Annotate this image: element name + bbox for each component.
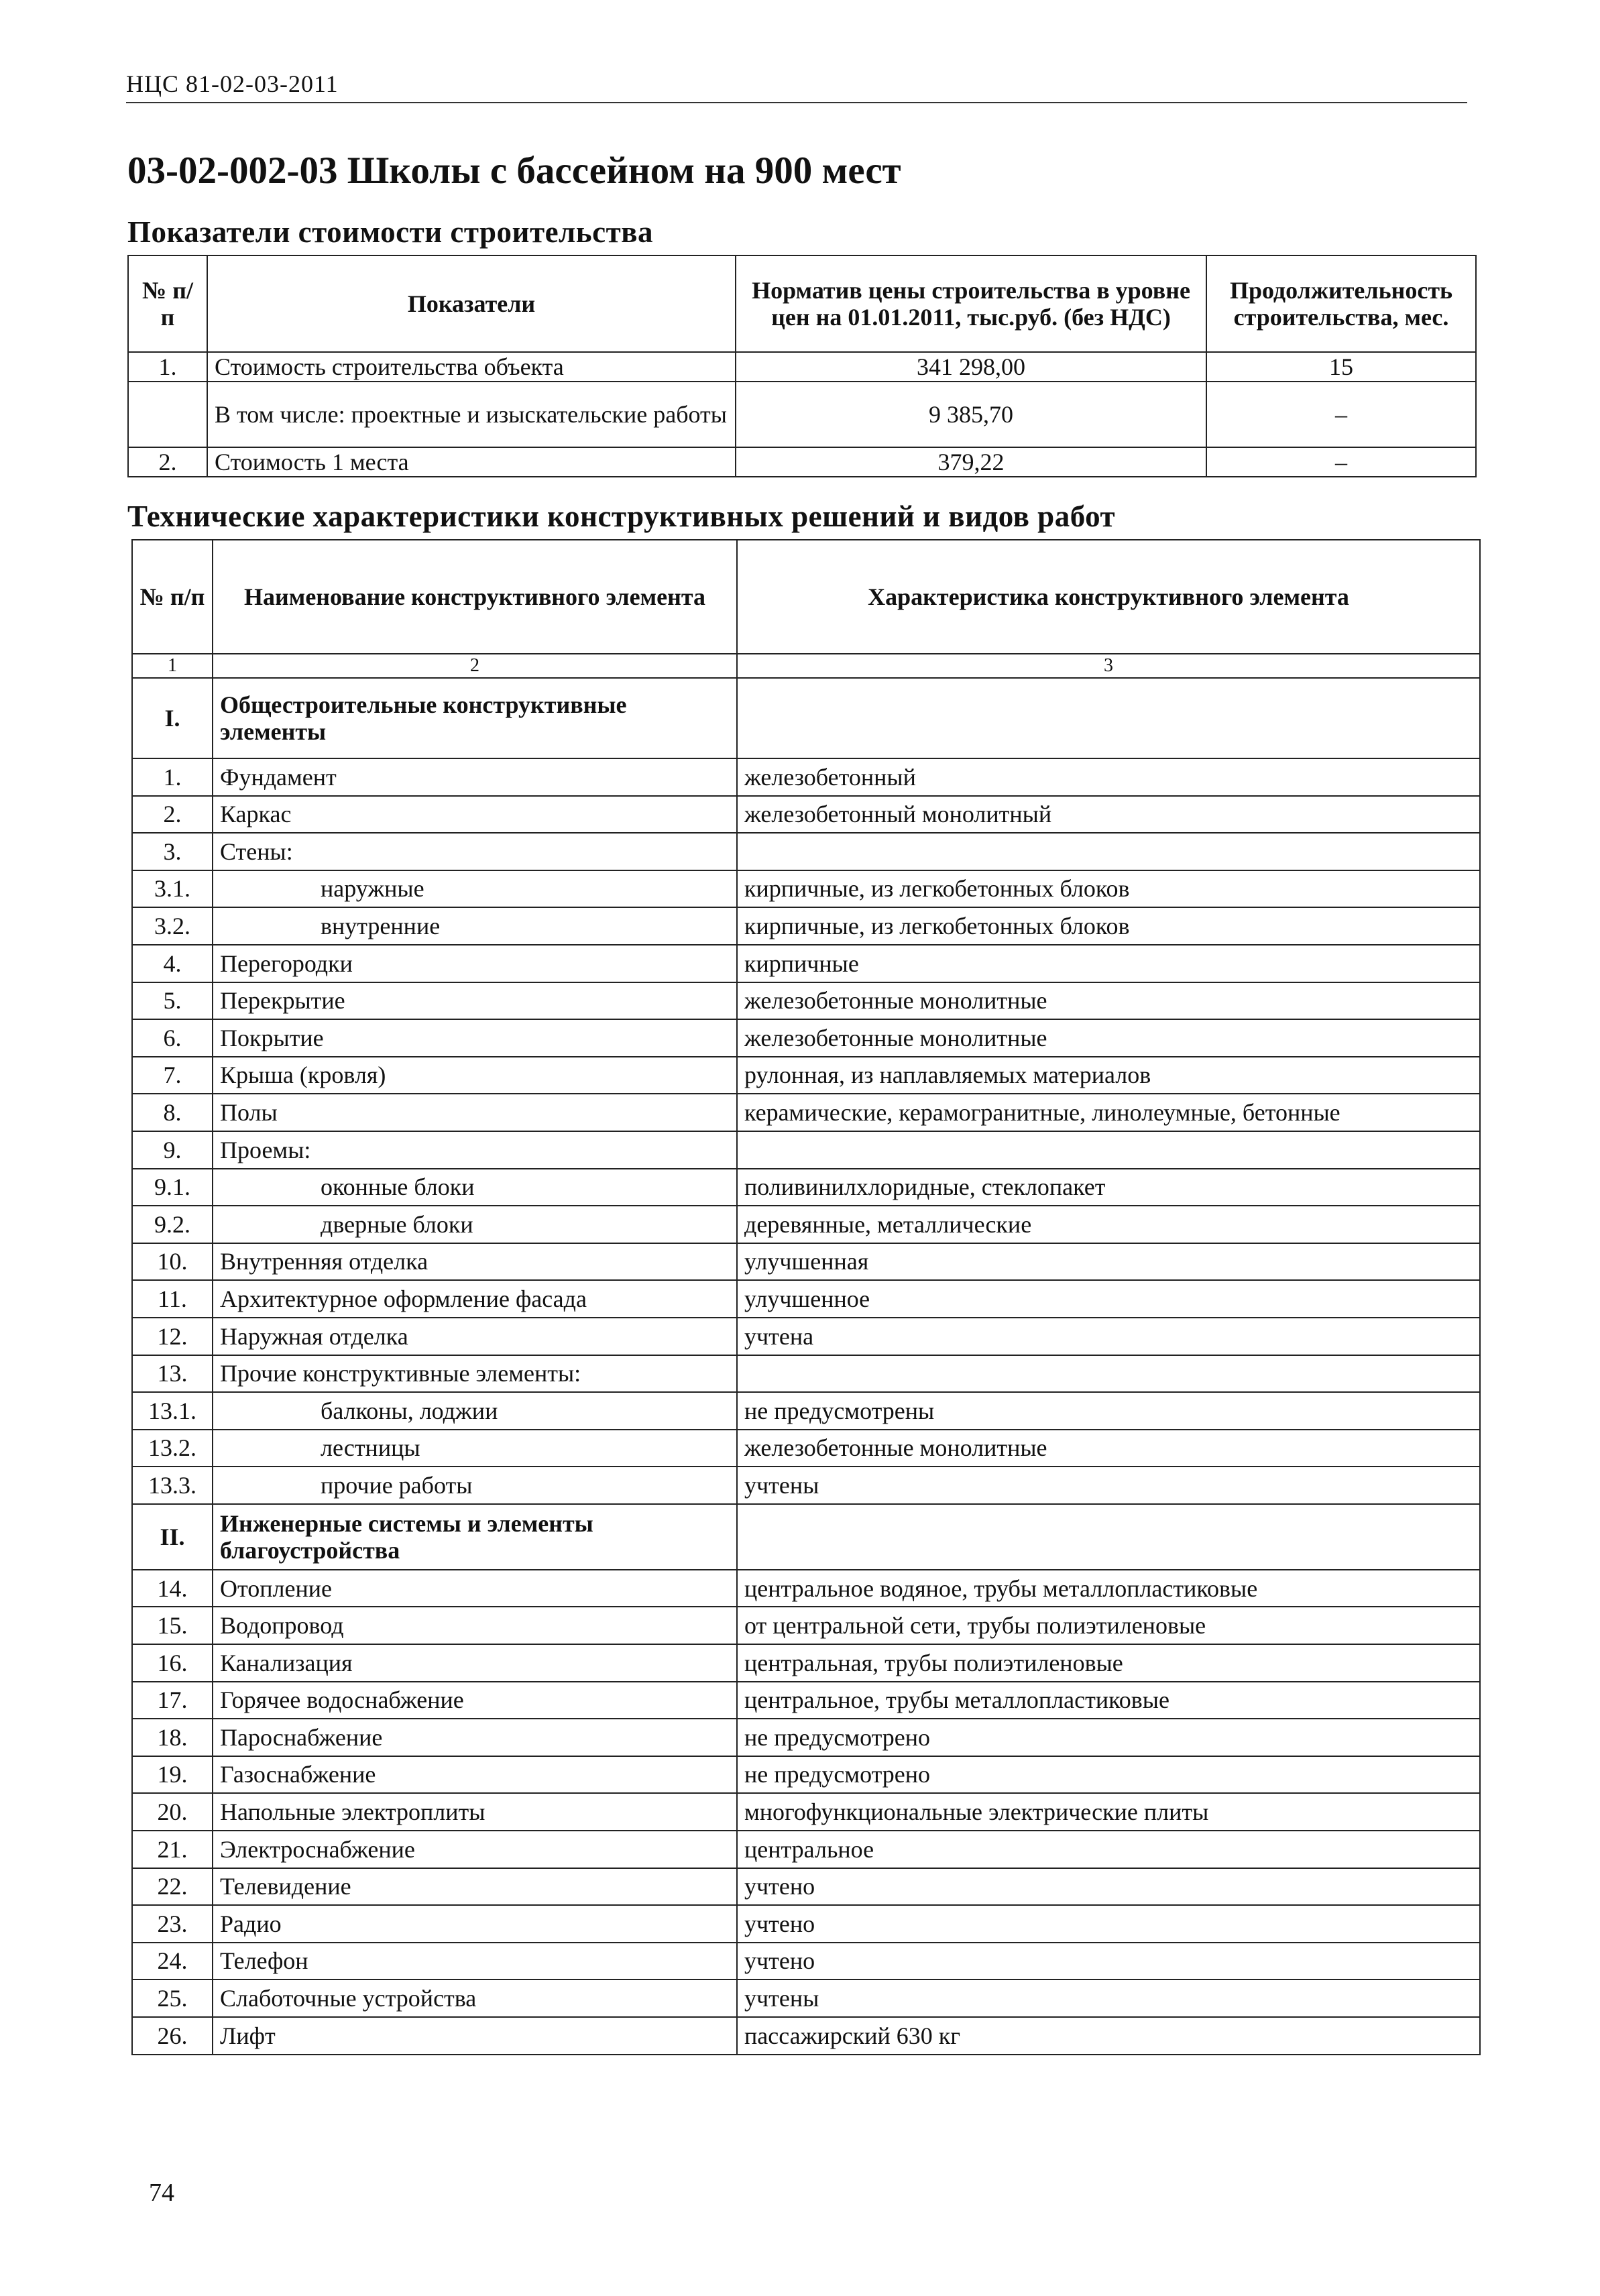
row-element-characteristic: железобетонные монолитные [737,982,1480,1020]
table-row [132,1943,1480,1980]
row-number: 14. [132,1570,213,1607]
row-element-characteristic: центральное, трубы металлопластиковые [737,1682,1480,1719]
row-number: 5. [132,982,213,1020]
table-row [132,1979,1480,2017]
row-element-name: Телефон [213,1943,737,1980]
section-header-row [132,678,1480,758]
column-header-price-norm: Норматив цены строительства в уровне цен на 01.01.2011, тыс.руб. (без НДС) [736,255,1206,352]
row-number: 6. [132,1019,213,1057]
row-indicator: Стоимость строительства объекта [207,352,736,382]
row-element-characteristic: улучшенное [737,1280,1480,1318]
row-number: 13.2. [132,1430,213,1467]
row-element-name: Газоснабжение [213,1756,737,1794]
row-number: 13.3. [132,1467,213,1504]
row-number: 10. [132,1243,213,1281]
row-element-name: Фундамент [213,758,737,796]
row-duration: – [1206,447,1476,477]
table-row [132,1905,1480,1943]
table-row [132,1131,1480,1169]
row-element-characteristic: рулонная, из наплавляемых материалов [737,1057,1480,1094]
row-element-characteristic: не предусмотрено [737,1756,1480,1794]
table-row [132,870,1480,908]
table-row [128,352,1476,382]
row-number: 20. [132,1793,213,1831]
row-number: 2. [132,796,213,834]
row-number: 9.1. [132,1169,213,1206]
row-number: 3.2. [132,907,213,945]
table-row [132,982,1480,1020]
row-number: 24. [132,1943,213,1980]
section-header-row [132,1504,1480,1570]
table-row [132,1644,1480,1682]
row-element-name: оконные блоки [213,1169,737,1206]
row-element-characteristic: не предусмотрены [737,1392,1480,1430]
row-element-name: Каркас [213,796,737,834]
row-indicator: Стоимость 1 места [207,447,736,477]
table-row [132,1019,1480,1057]
row-element-name: Канализация [213,1644,737,1682]
table-row [132,1793,1480,1831]
row-number: 16. [132,1644,213,1682]
table-row [132,1756,1480,1794]
row-element-name: Слаботочные устройства [213,1979,737,2017]
row-element-name: дверные блоки [213,1206,737,1243]
table-row [132,1243,1480,1281]
row-element-characteristic: центральное водяное, трубы металлопластиковые [737,1570,1480,1607]
row-number: 2. [128,447,207,477]
row-element-name: Внутренняя отделка [213,1243,737,1281]
row-number: 19. [132,1756,213,1794]
row-element-name: Наружная отделка [213,1318,737,1355]
row-element-characteristic: кирпичные [737,945,1480,982]
row-number: 12. [132,1318,213,1355]
table-row [132,1430,1480,1467]
page-number: 74 [149,2179,174,2207]
table-row [132,1169,1480,1206]
row-price: 341 298,00 [736,352,1206,382]
row-element-name: Отопление [213,1570,737,1607]
row-element-characteristic [737,1504,1480,1570]
table-row [128,382,1476,447]
tech-table-header-row [132,540,1480,654]
column-number: 2 [213,654,737,678]
row-element-characteristic: железобетонный монолитный [737,796,1480,834]
row-number: II. [132,1504,213,1570]
table-row [132,1682,1480,1719]
row-element-characteristic: центральное [737,1831,1480,1868]
row-element-characteristic: учтена [737,1318,1480,1355]
row-element-characteristic: кирпичные, из легкобетонных блоков [737,870,1480,908]
column-header-duration: Продолжительность строительства, мес. [1206,255,1476,352]
document-code-header: НЦС 81-02-03-2011 [126,70,1467,103]
row-element-characteristic: улучшенная [737,1243,1480,1281]
row-number: 17. [132,1682,213,1719]
row-element-characteristic: от центральной сети, трубы полиэтиленовые [737,1607,1480,1644]
row-element-name: прочие работы [213,1467,737,1504]
row-element-characteristic: железобетонный [737,758,1480,796]
table-row [132,1206,1480,1243]
table-row [132,758,1480,796]
row-element-name: Пароснабжение [213,1719,737,1756]
row-number: 3. [132,833,213,870]
column-number: 3 [737,654,1480,678]
row-element-name: Прочие конструктивные элементы: [213,1355,737,1393]
row-element-characteristic: керамические, керамогранитные, линолеумные, бетонные [737,1094,1480,1131]
row-number [128,382,207,447]
cost-section-title: Показатели стоимости строительства [127,215,653,249]
row-element-name: Радио [213,1905,737,1943]
table-row [132,1094,1480,1131]
row-number: 18. [132,1719,213,1756]
row-element-name: Водопровод [213,1607,737,1644]
table-row [132,1719,1480,1756]
technical-characteristics-table [131,539,1481,2055]
table-row [132,1280,1480,1318]
table-row [132,1570,1480,1607]
row-element-name: Перегородки [213,945,737,982]
row-element-name: Архитектурное оформление фасада [213,1280,737,1318]
table-row [132,907,1480,945]
row-element-characteristic: поливинилхлоридные, стеклопакет [737,1169,1480,1206]
row-element-name: внутренние [213,907,737,945]
cost-indicators-table [127,255,1477,477]
column-header-number: № п/п [128,255,207,352]
cost-table-header-row [128,255,1476,352]
row-number: 21. [132,1831,213,1868]
row-element-name: Напольные электроплиты [213,1793,737,1831]
row-number: 13. [132,1355,213,1393]
row-element-characteristic: учтено [737,1868,1480,1906]
row-element-characteristic: учтено [737,1905,1480,1943]
row-element-name: лестницы [213,1430,737,1467]
row-element-name: наружные [213,870,737,908]
row-element-characteristic: пассажирский 630 кг [737,2017,1480,2055]
table-row [132,1318,1480,1355]
row-element-name: Горячее водоснабжение [213,1682,737,1719]
column-number: 1 [132,654,213,678]
row-element-characteristic [737,1355,1480,1393]
row-element-name: Перекрытие [213,982,737,1020]
row-element-characteristic [737,833,1480,870]
column-header-indicators: Показатели [207,255,736,352]
row-number: 15. [132,1607,213,1644]
table-row [132,1392,1480,1430]
row-number: 13.1. [132,1392,213,1430]
row-price: 379,22 [736,447,1206,477]
row-element-characteristic: учтены [737,1979,1480,2017]
row-number: 11. [132,1280,213,1318]
row-element-characteristic [737,1131,1480,1169]
row-price: 9 385,70 [736,382,1206,447]
row-element-name: Крыша (кровля) [213,1057,737,1094]
row-indicator: В том числе: проектные и изыскательские работы [207,382,736,447]
row-element-name: Покрытие [213,1019,737,1057]
row-element-name: Электроснабжение [213,1831,737,1868]
row-element-name: Стены: [213,833,737,870]
row-element-characteristic: железобетонные монолитные [737,1019,1480,1057]
row-element-characteristic: учтено [737,1943,1480,1980]
table-row [128,447,1476,477]
row-duration: 15 [1206,352,1476,382]
row-element-name: балконы, лоджии [213,1392,737,1430]
row-number: 26. [132,2017,213,2055]
table-row [132,1868,1480,1906]
row-element-name: Инженерные системы и элементы благоустройства [213,1504,737,1570]
row-number: 3.1. [132,870,213,908]
row-duration: – [1206,382,1476,447]
row-element-characteristic: железобетонные монолитные [737,1430,1480,1467]
table-row [132,1057,1480,1094]
row-element-characteristic: центральная, трубы полиэтиленовые [737,1644,1480,1682]
row-element-characteristic: кирпичные, из легкобетонных блоков [737,907,1480,945]
page-title: 03-02-002-03 Школы с бассейном на 900 мест [127,150,901,192]
row-element-characteristic: многофункциональные электрические плиты [737,1793,1480,1831]
row-element-name: Общестроительные конструктивные элементы [213,678,737,758]
row-element-characteristic [737,678,1480,758]
row-element-name: Телевидение [213,1868,737,1906]
row-element-name: Полы [213,1094,737,1131]
row-number: 25. [132,1979,213,2017]
row-number: 23. [132,1905,213,1943]
row-number: 9. [132,1131,213,1169]
table-row [132,1355,1480,1393]
table-row [132,796,1480,834]
row-element-characteristic: учтены [737,1467,1480,1504]
table-row [132,833,1480,870]
column-header-element-name: Наименование конструктивного элемента [213,540,737,654]
column-number-row [132,654,1480,678]
table-row [132,1831,1480,1868]
table-row [132,945,1480,982]
tech-section-title: Технические характеристики конструктивных решений и видов работ [127,500,1116,533]
row-number: 22. [132,1868,213,1906]
row-number: 4. [132,945,213,982]
row-number: 1. [128,352,207,382]
row-element-name: Лифт [213,2017,737,2055]
row-element-name: Проемы: [213,1131,737,1169]
row-number: I. [132,678,213,758]
column-header-element-characteristic: Характеристика конструктивного элемента [737,540,1480,654]
column-header-number: № п/п [132,540,213,654]
row-number: 1. [132,758,213,796]
row-number: 7. [132,1057,213,1094]
row-number: 9.2. [132,1206,213,1243]
row-number: 8. [132,1094,213,1131]
row-element-characteristic: не предусмотрено [737,1719,1480,1756]
table-row [132,1607,1480,1644]
table-row [132,2017,1480,2055]
table-row [132,1467,1480,1504]
row-element-characteristic: деревянные, металлические [737,1206,1480,1243]
